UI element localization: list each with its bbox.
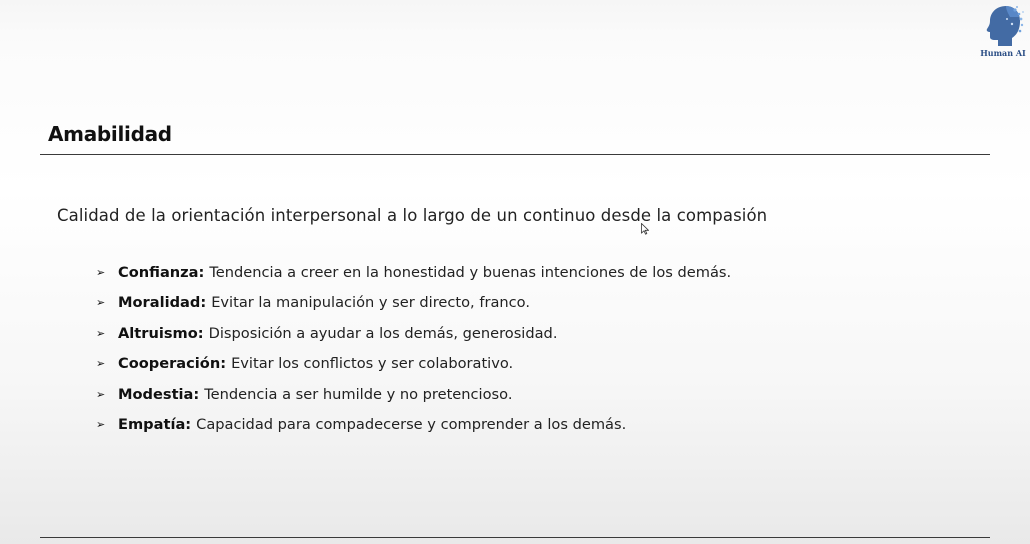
trait-description: Evitar la manipulación y ser directo, franco. xyxy=(211,294,530,312)
trait-description: Tendencia a creer en la honestidad y buenas intenciones de los demás. xyxy=(209,263,732,281)
slide-title: Amabilidad xyxy=(48,122,172,146)
arrow-bullet-icon: ➢ xyxy=(96,265,106,279)
trait-description: Disposición a ayudar a los demás, generosidad. xyxy=(208,324,558,342)
human-ai-logo xyxy=(980,4,1026,62)
human-ai-head-icon xyxy=(982,4,1024,48)
trait-description: Capacidad para compadecerse y comprender a los demás. xyxy=(196,416,627,434)
list-item xyxy=(96,257,731,288)
arrow-bullet-icon: ➢ xyxy=(96,326,106,340)
list-item xyxy=(96,288,731,319)
list-item xyxy=(96,379,731,410)
arrow-bullet-icon: ➢ xyxy=(96,296,106,310)
trait-description: Tendencia a ser humilde y no pretencioso. xyxy=(204,385,513,403)
trait-term: Altruismo: xyxy=(118,324,204,342)
trait-term: Empatía: xyxy=(118,416,192,434)
arrow-bullet-icon: ➢ xyxy=(96,357,106,371)
title-divider xyxy=(40,154,990,155)
trait-term: Modestia: xyxy=(118,385,200,403)
trait-term: Confianza: xyxy=(118,263,205,281)
trait-term: Cooperación: xyxy=(118,355,227,373)
footer-divider xyxy=(40,537,990,538)
trait-list xyxy=(96,257,731,440)
trait-description: Evitar los conflictos y ser colaborativo. xyxy=(231,355,514,373)
list-item xyxy=(96,410,731,441)
arrow-bullet-icon: ➢ xyxy=(96,418,106,432)
list-item xyxy=(96,349,731,380)
logo-text: Human AI xyxy=(980,48,1026,58)
arrow-bullet-icon: ➢ xyxy=(96,387,106,401)
mouse-cursor-icon xyxy=(641,223,649,235)
list-item xyxy=(96,318,731,349)
trait-term: Moralidad: xyxy=(118,294,207,312)
intro-text: Calidad de la orientación interpersonal a lo largo de un continuo desde la compasión xyxy=(57,206,768,225)
